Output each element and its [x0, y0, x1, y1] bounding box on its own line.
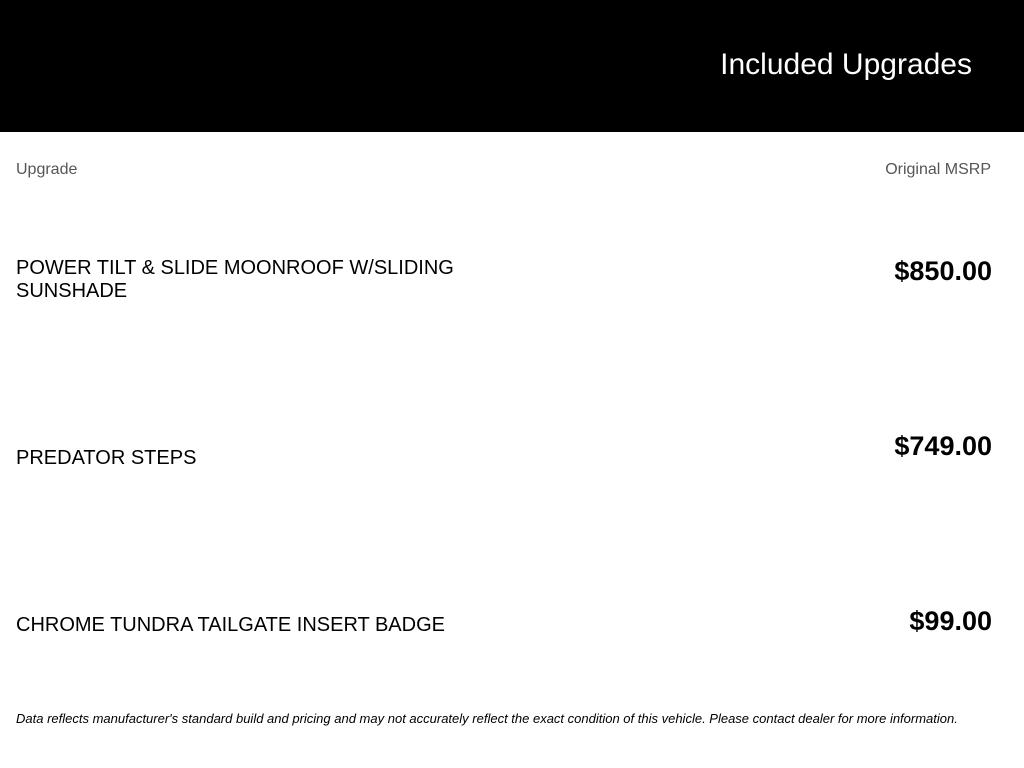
- column-header-msrp: Original MSRP: [885, 161, 991, 178]
- upgrade-price: $749.00: [894, 431, 992, 461]
- upgrade-name: CHROME TUNDRA TAILGATE INSERT BADGE: [16, 614, 445, 636]
- upgrade-name: POWER TILT & SLIDE MOONROOF W/SLIDING SUNSHADE: [16, 257, 454, 302]
- disclaimer-text: Data reflects manufacturer's standard build and pricing and may not accurately reflect the exact condition of this vehicle. Please contact dealer for more information.: [16, 711, 958, 726]
- header-bar: [0, 0, 1024, 132]
- upgrade-price: $99.00: [909, 606, 992, 636]
- page-title: Included Upgrades: [720, 48, 972, 81]
- upgrade-price: $850.00: [894, 256, 992, 286]
- upgrade-name: PREDATOR STEPS: [16, 447, 197, 469]
- column-header-upgrade: Upgrade: [16, 161, 78, 178]
